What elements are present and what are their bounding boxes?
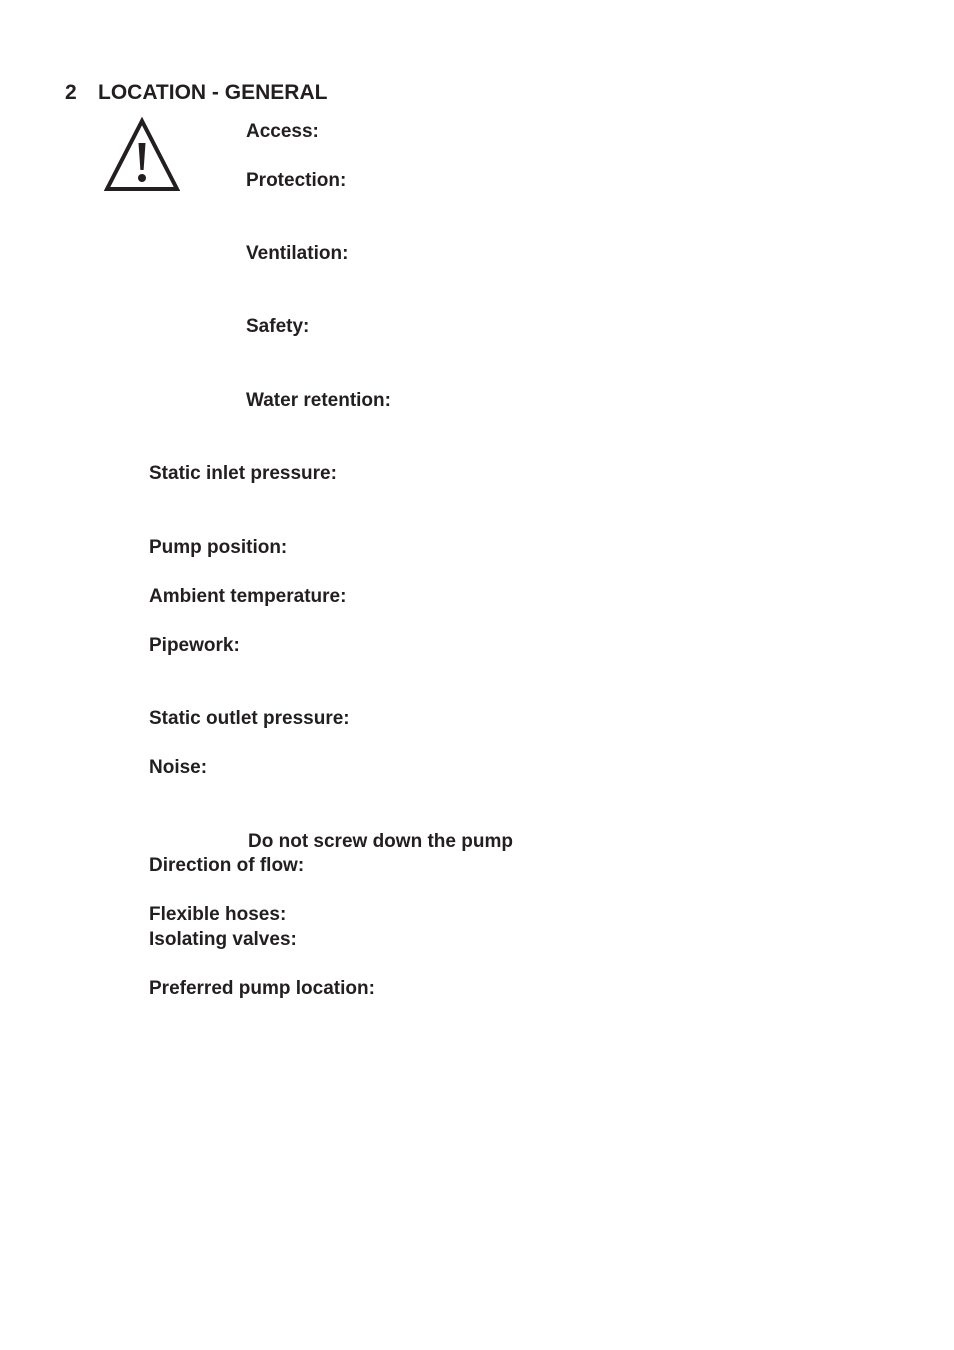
- label-preferred-pump-location: Preferred pump location:: [149, 978, 375, 999]
- label-water-retention: Water retention:: [246, 390, 391, 411]
- screw-note: Do not screw down the pump: [248, 831, 513, 852]
- label-ventilation: Ventilation:: [246, 243, 349, 264]
- section-number: 2: [65, 81, 77, 104]
- warning-icon: [104, 117, 180, 192]
- label-pipework: Pipework:: [149, 635, 240, 656]
- label-flexible-hoses: Flexible hoses:: [149, 904, 287, 925]
- label-direction-of-flow: Direction of flow:: [149, 855, 305, 876]
- label-protection: Protection:: [246, 170, 347, 191]
- label-isolating-valves: Isolating valves:: [149, 929, 297, 950]
- label-access: Access:: [246, 121, 319, 142]
- label-ambient-temperature: Ambient temperature:: [149, 586, 347, 607]
- label-static-inlet-pressure: Static inlet pressure:: [149, 463, 337, 484]
- label-pump-position: Pump position:: [149, 537, 288, 558]
- section-title: LOCATION - GENERAL: [98, 81, 328, 104]
- label-static-outlet-pressure: Static outlet pressure:: [149, 708, 350, 729]
- section-heading: [65, 80, 327, 106]
- label-noise: Noise:: [149, 757, 208, 778]
- label-safety: Safety:: [246, 316, 310, 337]
